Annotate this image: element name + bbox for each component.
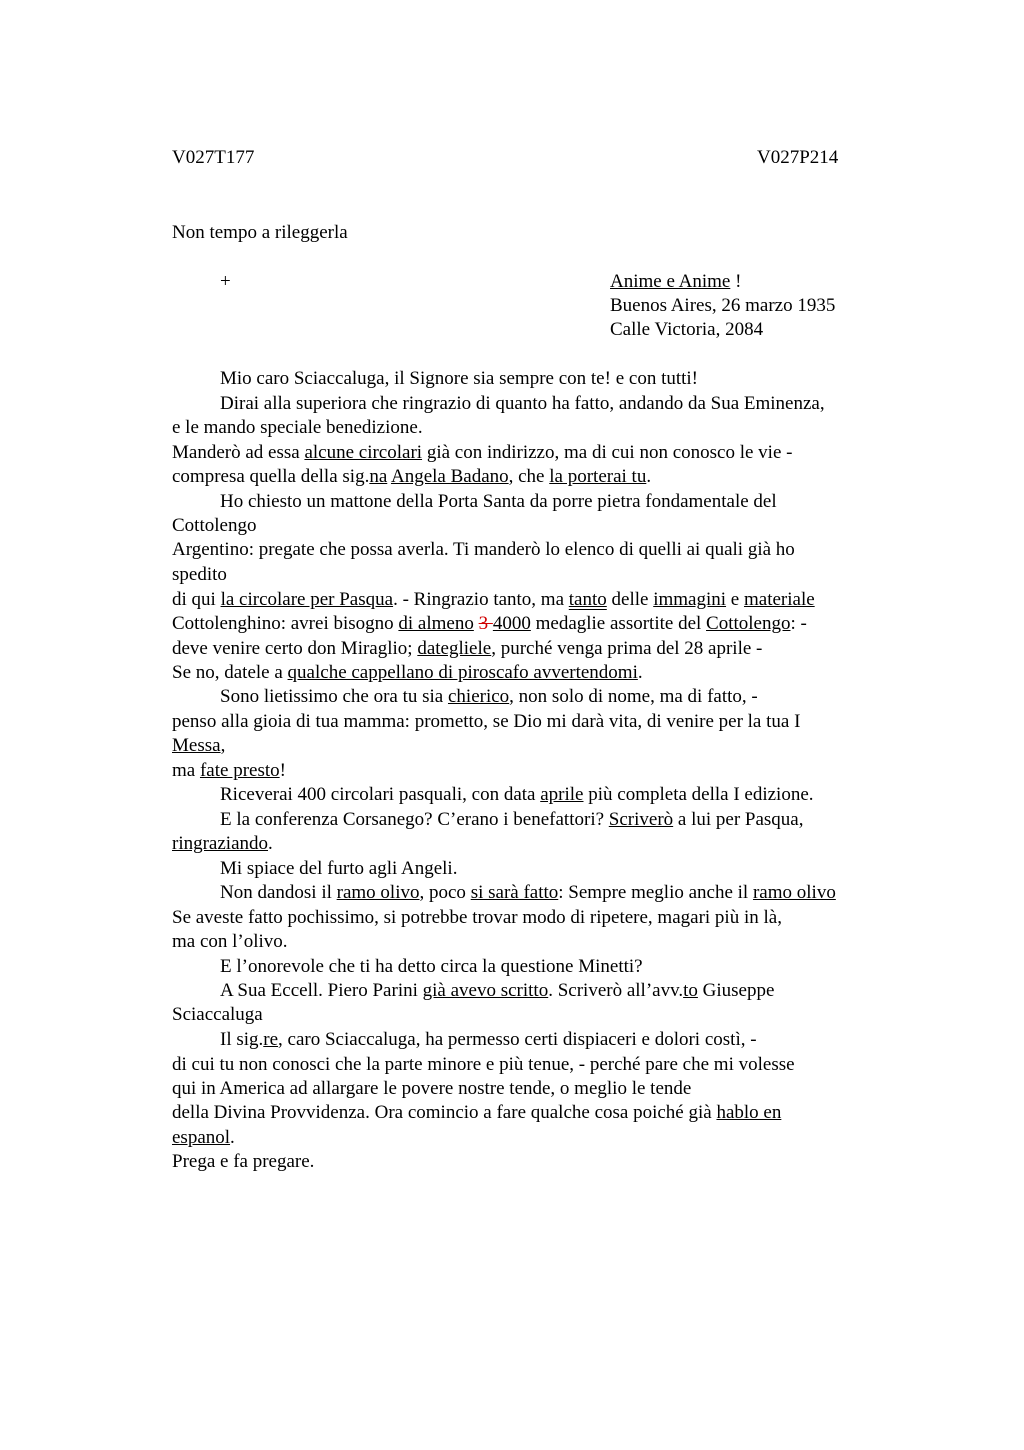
- text-segment: spedito: [172, 564, 227, 585]
- underlined-text: alcune circolari: [304, 442, 423, 463]
- text-segment: già con indirizzo, ma di cui non conosco le vie -: [422, 442, 793, 463]
- letter-line: [172, 734, 225, 758]
- text-segment: ma: [172, 760, 200, 781]
- note-line: Non tempo a rileggerla: [172, 222, 348, 243]
- text-segment: Non dandosi il: [220, 882, 337, 903]
- underlined-text: na: [369, 466, 388, 487]
- text-segment: Mi spiace del furto agli Angeli.: [220, 858, 458, 879]
- letter-line: [172, 1126, 235, 1150]
- text-segment: e le mando speciale benedizione.: [172, 417, 423, 438]
- text-segment: , purché venga prima del 28 aprile -: [491, 638, 763, 659]
- text-segment: , poco: [419, 882, 471, 903]
- text-segment: .: [646, 466, 652, 487]
- letter-line: [172, 416, 423, 440]
- heading-place-date: Buenos Aires, 26 marzo 1935: [610, 295, 836, 316]
- letter-line: [220, 808, 803, 832]
- text-segment: , caro Sciaccaluga, ha permesso certi dispiaceri e dolori costì, -: [278, 1029, 757, 1050]
- text-segment: , che: [508, 466, 550, 487]
- heading-title-line: [610, 270, 741, 294]
- text-segment: ,: [220, 735, 226, 756]
- text-segment: .: [637, 662, 643, 683]
- underlined-text: Messa: [172, 735, 221, 756]
- letter-line: [172, 832, 273, 856]
- text-segment: ma con l’olivo.: [172, 931, 288, 952]
- text-segment: . Scriverò all’avv.: [548, 980, 684, 1001]
- text-segment: : -: [790, 613, 807, 634]
- underlined-text: to: [683, 980, 698, 1001]
- text-segment: qui in America ad allargare le povere nostre tende, o meglio le tende: [172, 1078, 692, 1099]
- letter-line: [172, 710, 800, 734]
- underlined-text: immagini: [653, 589, 727, 610]
- text-segment: Se aveste fatto pochissimo, si potrebbe trovar modo di ripetere, magari più in là,: [172, 907, 782, 928]
- letter-line: [172, 661, 643, 685]
- text-segment: Manderò ad essa: [172, 442, 305, 463]
- text-segment: Mio caro Sciaccaluga, il Signore sia sempre con te! e con tutti!: [220, 368, 699, 389]
- text-segment: , non solo di nome, ma di fatto, -: [509, 686, 758, 707]
- letter-line: [220, 783, 814, 807]
- cross-symbol: +: [220, 271, 231, 292]
- underlined-text: Scriverò: [608, 809, 674, 830]
- letter-line: [220, 955, 643, 979]
- letter-line: [172, 930, 288, 954]
- text-segment: della Divina Provvidenza. Ora comincio a fare qualche cosa poiché già: [172, 1102, 717, 1123]
- text-segment: Argentino: pregate che possa averla. Ti manderò lo elenco di quelli ai quali già ho: [172, 539, 795, 560]
- underlined-text: dategliele: [417, 638, 492, 659]
- letter-line: [172, 906, 782, 930]
- text-segment: Giuseppe: [697, 980, 775, 1001]
- letter-line: [172, 1003, 263, 1027]
- letter-line: [220, 1028, 757, 1052]
- text-segment: penso alla gioia di tua mamma: prometto, se Dio mi darà vita, di venire per la tua I: [172, 711, 801, 732]
- text-segment: E la conferenza Corsanego? C’erano i benefattori?: [220, 809, 609, 830]
- letter-line: [172, 1150, 314, 1174]
- deleted-text: 3: [478, 613, 493, 634]
- underlined-text: la porterai tu: [549, 466, 647, 487]
- text-segment: E l’onorevole che ti ha detto circa la questione Minetti?: [220, 956, 643, 977]
- letter-line: [172, 612, 807, 636]
- underlined-text: ramo olivo: [336, 882, 420, 903]
- text-segment: deve venire certo don Miraglio;: [172, 638, 418, 659]
- underlined-text: hablo en: [716, 1102, 782, 1123]
- underlined-text: la circolare per Pasqua: [220, 589, 394, 610]
- underlined-text: qualche cappellano di piroscafo avvertendomi: [287, 662, 638, 683]
- text-segment: medaglie assortite del: [530, 613, 707, 634]
- underlined-text: già avevo scritto: [422, 980, 549, 1001]
- underlined-text: espanol: [172, 1127, 231, 1148]
- letter-line: [172, 1077, 691, 1101]
- text-segment: Sciaccaluga: [172, 1004, 263, 1025]
- underlined-text: ramo olivo: [752, 882, 836, 903]
- text-segment: Prega e fa pregare.: [172, 1151, 315, 1172]
- heading-title-suffix: !: [730, 271, 742, 292]
- letter-line: [220, 685, 758, 709]
- letter-line: [220, 881, 836, 905]
- header-right-code: V027P214: [757, 147, 839, 168]
- letter-line: [172, 465, 651, 489]
- letter-line: [220, 367, 698, 391]
- text-segment: A Sua Eccell. Piero Parini: [220, 980, 423, 1001]
- letter-line: [172, 637, 762, 661]
- underlined-text: 4000: [492, 613, 531, 634]
- letter-line: [172, 1101, 781, 1125]
- letter-line: [172, 1053, 795, 1077]
- text-segment: Se no, datele a: [172, 662, 288, 683]
- heading-address: Calle Victoria, 2084: [610, 319, 764, 340]
- double-underlined-text: tanto: [568, 589, 607, 610]
- letter-line: [172, 759, 286, 783]
- text-segment: compresa quella della sig.: [172, 466, 370, 487]
- text-segment: di qui: [172, 589, 221, 610]
- text-segment: Riceverai 400 circolari pasquali, con data: [220, 784, 541, 805]
- text-segment: Cottolenghino: avrei bisogno: [172, 613, 399, 634]
- header-left-code: V027T177: [172, 147, 255, 168]
- text-segment: . - Ringrazio tanto, ma: [393, 589, 569, 610]
- text-segment: delle: [606, 589, 654, 610]
- underlined-text: fate presto: [199, 760, 280, 781]
- underlined-text: Cottolengo: [706, 613, 791, 634]
- text-segment: a lui per Pasqua,: [673, 809, 804, 830]
- letter-line: [220, 979, 774, 1003]
- underlined-text: di almeno: [398, 613, 474, 634]
- letter-line: [172, 441, 792, 465]
- letter-line: [220, 392, 825, 416]
- text-segment: .: [230, 1127, 235, 1148]
- text-segment: e: [726, 589, 744, 610]
- letter-line: [172, 514, 256, 538]
- letter-line: [172, 563, 227, 587]
- text-segment: Sono lietissimo che ora tu sia: [220, 686, 448, 707]
- text-segment: : Sempre meglio anche il: [558, 882, 753, 903]
- letter-line: [172, 538, 795, 562]
- text-segment: .: [268, 833, 273, 854]
- letter-line: [220, 857, 457, 881]
- underlined-text: chierico: [447, 686, 510, 707]
- underlined-text: re: [263, 1029, 279, 1050]
- underlined-text: Angela Badano: [390, 466, 509, 487]
- text-segment: Dirai alla superiora che ringrazio di quanto ha fatto, andando da Sua Eminenza,: [220, 393, 825, 414]
- text-segment: Cottolengo: [172, 515, 257, 536]
- text-segment: Ho chiesto un mattone della Porta Santa da porre pietra fondamentale del: [220, 491, 777, 512]
- underlined-text: aprile: [540, 784, 584, 805]
- text-segment: !: [279, 760, 286, 781]
- text-segment: più completa della I edizione.: [583, 784, 814, 805]
- underlined-text: materiale: [743, 589, 815, 610]
- heading-title: Anime e Anime: [610, 271, 731, 292]
- text-segment: di cui tu non conosci che la parte minore e più tenue, - perché pare che mi volesse: [172, 1054, 795, 1075]
- underlined-text: ringraziando: [172, 833, 269, 854]
- letter-line: [220, 490, 777, 514]
- underlined-text: si sarà fatto: [470, 882, 559, 903]
- letter-line: [172, 588, 815, 612]
- text-segment: Il sig.: [220, 1029, 264, 1050]
